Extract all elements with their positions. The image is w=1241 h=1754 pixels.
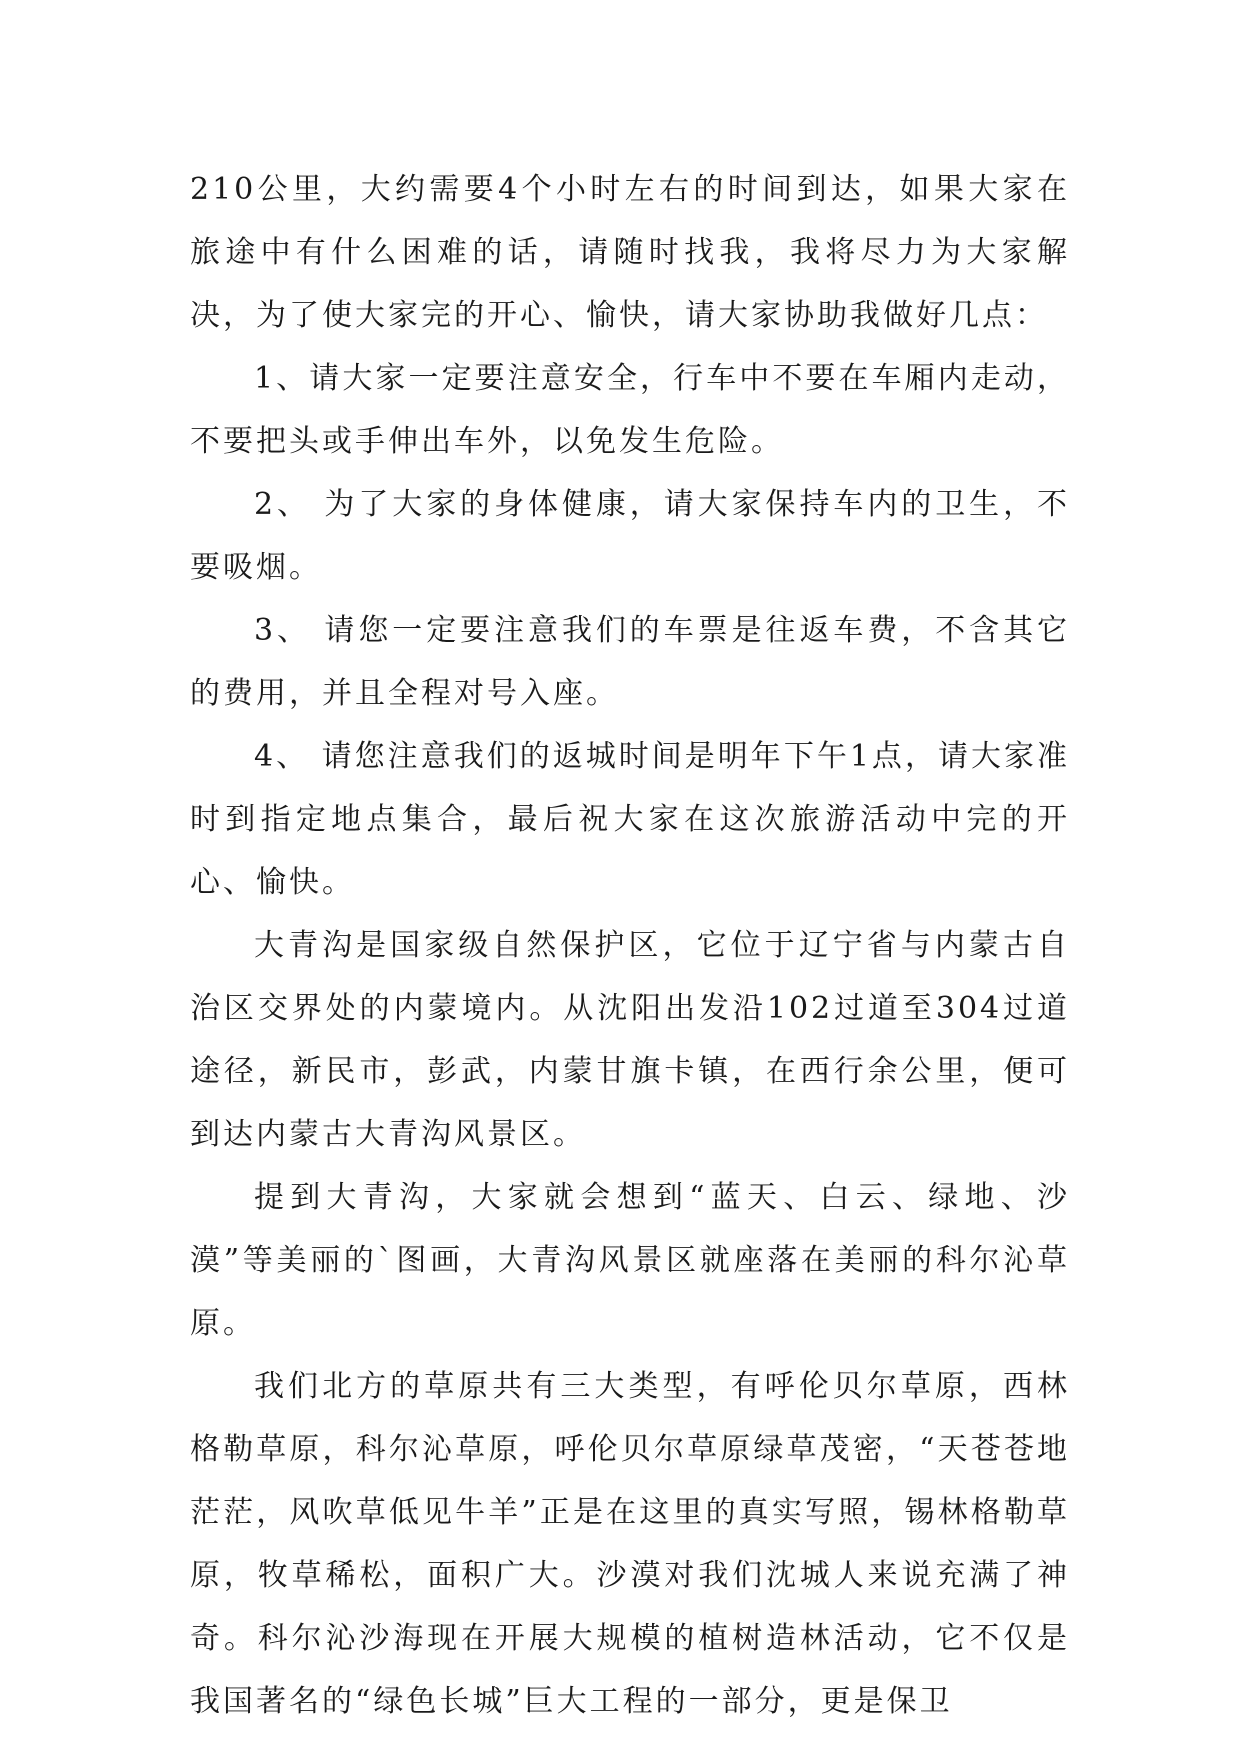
paragraph-rule-2: 2、 为了大家的身体健康，请大家保持车内的卫生，不要吸烟。 [190, 487, 1070, 585]
paragraph-intro: 210公里，大约需要4个小时左右的时间到达，如果大家在旅途中有什么困难的话，请随时找我，我将尽力为大家解决，为了使大家完的开心、愉快，请大家协助我做好几点： [190, 172, 1070, 333]
paragraph-scenery: 提到大青沟，大家就会想到“蓝天、白云、绿地、沙漠”等美丽的`图画，大青沟风景区就座落在美丽的科尔沁草原。 [190, 1180, 1070, 1341]
paragraph-rule-1: 1、请大家一定要注意安全，行车中不要在车厢内走动，不要把头或手伸出车外，以免发生危险。 [190, 361, 1070, 459]
paragraph-rule-4: 4、 请您注意我们的返城时间是明年下午1点，请大家准时到指定地点集合，最后祝大家在这次旅游活动中完的开心、愉快。 [190, 739, 1070, 900]
document-body [190, 158, 1070, 1733]
paragraph-location: 大青沟是国家级自然保护区，它位于辽宁省与内蒙古自治区交界处的内蒙境内。从沈阳出发沿102过道至304过道途径，新民市，彭武，内蒙甘旗卡镇，在西行余公里，便可到达内蒙古大青沟风景区。 [190, 928, 1070, 1152]
paragraph-rule-3: 3、 请您一定要注意我们的车票是往返车费，不含其它的费用，并且全程对号入座。 [190, 613, 1070, 711]
paragraph-grasslands: 我们北方的草原共有三大类型，有呼伦贝尔草原，西林格勒草原，科尔沁草原，呼伦贝尔草原绿草茂密，“天苍苍地茫茫，风吹草低见牛羊”正是在这里的真实写照，锡林格勒草原，牧草稀松，面积广大。沙漠对我们沈城人来说充满了神奇。科尔沁沙海现在开展大规模的植树造林活动，它不仅是我国著名的“绿色长城”巨大工程的一部分，更是保卫 [190, 1369, 1070, 1719]
